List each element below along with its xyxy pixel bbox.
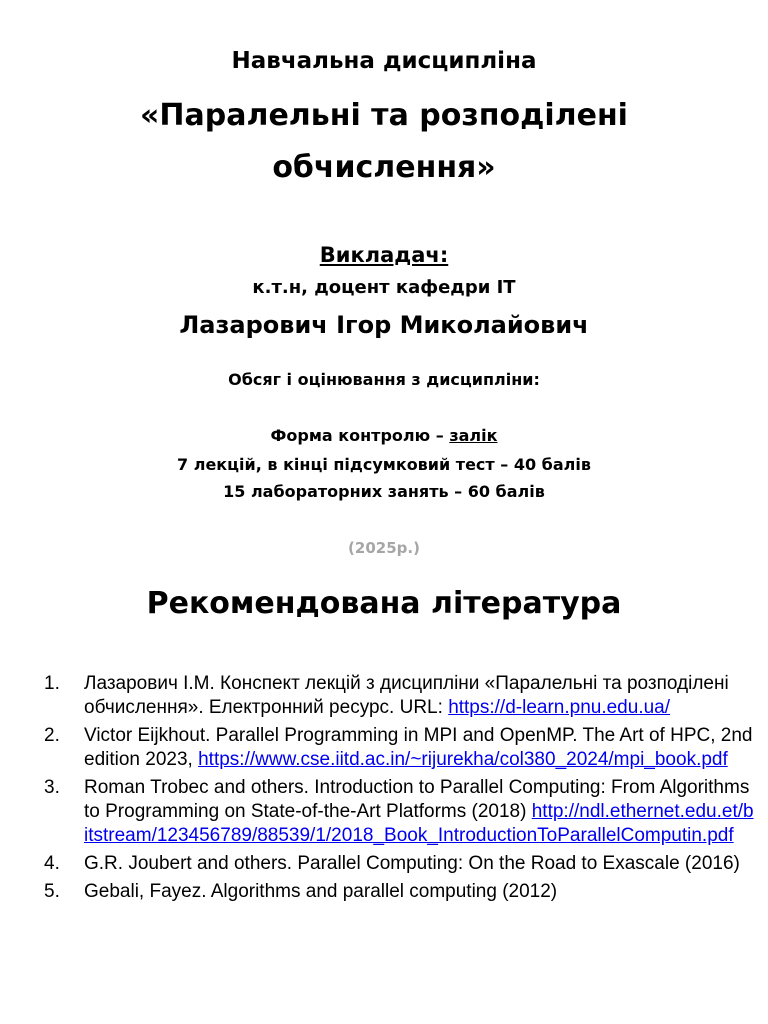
reference-item xyxy=(44,880,756,904)
discipline-label: Навчальна дисципліна xyxy=(231,48,537,74)
reference-item xyxy=(44,724,756,772)
lecturer-heading: Викладач: xyxy=(319,243,449,267)
reference-link[interactable]: https://www.cse.iitd.ac.in/~rijurekha/col380_2024/mpi_book.pdf xyxy=(198,749,728,770)
reference-text: Gebali, Fayez. Algorithms and parallel computing (2012) xyxy=(84,881,558,902)
reference-text: G.R. Joubert and others. Parallel Computing: On the Road to Exascale (2016) xyxy=(84,853,740,874)
reference-item xyxy=(44,776,756,848)
reference-item xyxy=(44,852,756,876)
course-title xyxy=(0,90,768,194)
reference-text: Лазарович І.М. Конспект лекцій з дисципліни «Паралельні та розподілені обчислення». Електронний ресурс. URL: xyxy=(84,673,729,718)
control-form xyxy=(0,426,768,445)
year-label: (2025р.) xyxy=(348,539,420,557)
reference-number: 3. xyxy=(44,777,60,798)
lectures-info: 7 лекцій, в кінці підсумковий тест – 40 балів xyxy=(177,455,591,474)
course-title-line2: обчислення» xyxy=(272,150,496,185)
course-title-line1: «Паралельні та розподілені xyxy=(140,98,628,133)
reference-text: Victor Eijkhout. Parallel Programming in MPI and OpenMP. The Art of HPC, 2nd edition 2023, xyxy=(84,725,753,770)
lecturer-name: Лазарович Ігор Миколайович xyxy=(179,311,589,339)
lecturer-degree: к.т.н, доцент кафедри ІТ xyxy=(252,277,516,298)
control-type: залік xyxy=(449,426,498,445)
reference-list xyxy=(44,672,756,908)
reference-text: Roman Trobec and others. Introduction to Parallel Computing: From Algorithms to Programming on State-of-the-Art Platforms (2018) xyxy=(84,777,750,822)
reference-link[interactable]: http://ndl.ethernet.edu.et/bitstream/123456789/88539/1/2018_Book_IntroductionToParallelComputin.pdf xyxy=(84,801,754,846)
reference-item xyxy=(44,672,756,720)
labs-info: 15 лабораторних занять – 60 балів xyxy=(223,482,545,501)
reference-number: 2. xyxy=(44,725,60,746)
reference-link[interactable]: https://d-learn.pnu.edu.ua/ xyxy=(448,697,671,718)
reference-number: 1. xyxy=(44,673,60,694)
reference-number: 4. xyxy=(44,853,60,874)
literature-heading: Рекомендована література xyxy=(146,586,622,621)
assessment-heading: Обсяг і оцінювання з дисципліни: xyxy=(228,370,540,389)
reference-number: 5. xyxy=(44,881,60,902)
control-prefix: Форма контролю – xyxy=(270,426,450,445)
